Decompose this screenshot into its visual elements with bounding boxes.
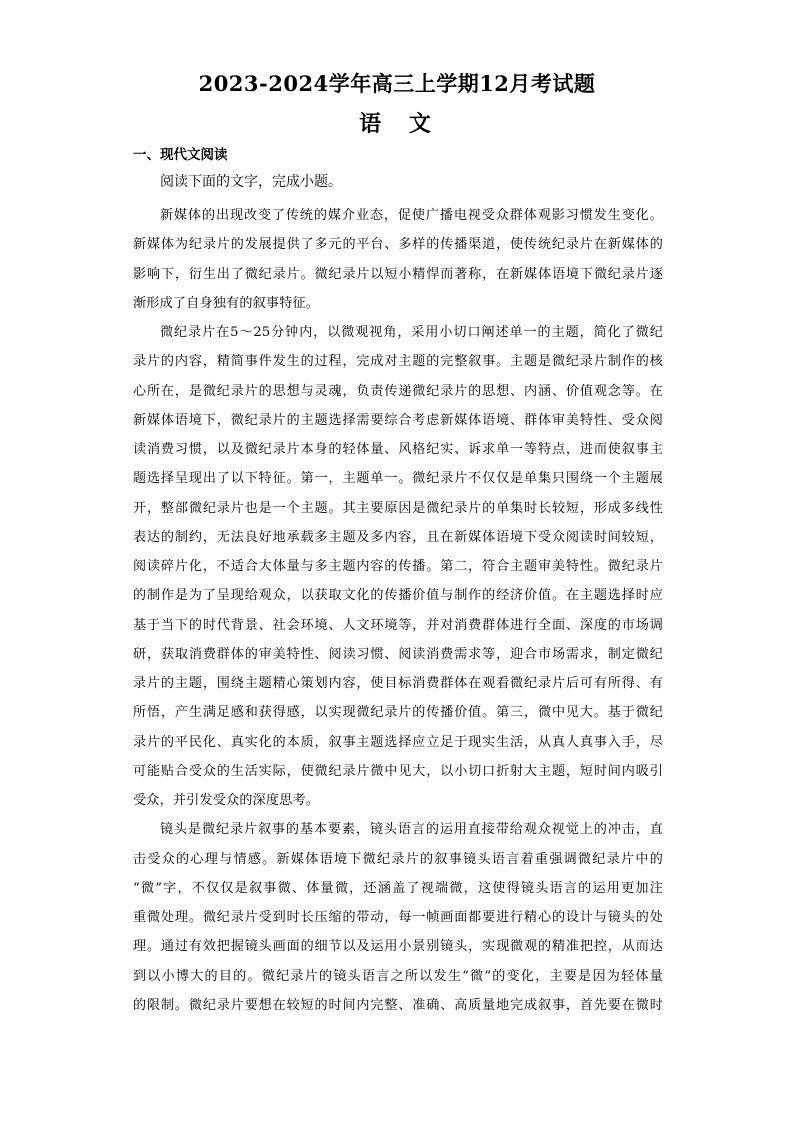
- exam-title: 2023-2024学年高三上学期12月考试题: [198, 71, 596, 96]
- passage-line: 读消费习惯，以及微纪录片本身的轻体量、风格纪实、诉求单一等特点，进而使叙事主: [133, 442, 663, 457]
- passage-line: 理。通过有效把握镜头画面的细节以及运用小景别镜头，实现微观的精准把控，从而达: [133, 939, 663, 955]
- passage-line: 开，整部微纪录片也是一个主题。其主要原因是微纪录片的单集时长较短，形成多线性: [133, 500, 663, 516]
- passage-line: 影响下，衍生出了微纪录片。微纪录片以短小精悍而著称，在新媒体语境下微纪录片逐: [133, 266, 663, 282]
- passage-line: 的限制。微纪录片要想在较短的时间内完整、准确、高质量地完成叙事，首先要在微时: [133, 997, 663, 1013]
- passage-line: 重微处理。微纪录片受到时长压缩的带动，每一帧画面都要进行精心的设计与镜头的处: [133, 910, 663, 925]
- passage-line: 渐形成了自身独有的叙事特征。: [133, 295, 320, 311]
- section-heading: 一、现代文阅读: [133, 147, 228, 163]
- reading-instruction: 阅读下面的文字，完成小题。: [160, 174, 342, 190]
- passage-line: 基于当下的时代背景、社会环境、人文环境等，并对消费群体进行全面、深度的市场调: [133, 617, 663, 633]
- passage-line: 表达的制约，无法良好地承载多主题及多内容，且在新媒体语境下受众阅读时间较短，: [133, 529, 663, 545]
- passage-line: 阅读碎片化，不适合大体量与多主题内容的传播。第二，符合主题审美特性。微纪录片: [133, 559, 663, 574]
- subject-title: 语 文: [359, 111, 441, 137]
- passage-line: 到以小博大的目的。微纪录片的镜头语言之所以发生“微”的变化，主要是因为轻体量: [133, 968, 663, 984]
- passage-line: 所悟，产生满足感和获得感，以实现微纪录片的传播价值。第三，微中见大。基于微纪: [133, 705, 663, 721]
- passage-line: 可能贴合受众的生活实际，使微纪录片微中见大，以小切口折射大主题，短时间内吸引: [133, 763, 663, 779]
- passage-line: 的制作是为了呈现给观众，以获取文化的传播价值与制作的经济价值。在主题选择时应: [133, 588, 663, 604]
- passage-body: [133, 201, 663, 1020]
- passage-line: 击受众的心理与情感。新媒体语境下微纪录片的叙事镜头语言着重强调微纪录片中的: [133, 851, 663, 867]
- passage-line: 研，获取消费群体的审美特性、阅读习惯、阅读消费需求等，迎合市场需求，制定微纪: [133, 646, 663, 662]
- passage-line: 录片的平民化、真实化的本质，叙事主题选择应立足于现实生活，从真人真事入手，尽: [133, 734, 663, 750]
- passage-line: 录片的主题，围绕主题精心策划内容，使目标消费群体在观看微纪录片后可有所得、有: [133, 676, 663, 691]
- passage-line: 题选择呈现出了以下特征。第一，主题单一。微纪录片不仅仅是单集只围绕一个主题展: [133, 471, 663, 487]
- passage-line: 镜头是微纪录片叙事的基本要素，镜头语言的运用直接带给观众视觉上的冲击，直: [160, 822, 663, 838]
- passage-line: 新媒体语境下，微纪录片的主题选择需要综合考虑新媒体语境、群体审美特性、受众阅: [133, 412, 663, 428]
- passage-line: 受众，并引发受众的深度思考。: [133, 793, 320, 808]
- passage-line: 录片的内容，精简事件发生的过程，完成对主题的完整叙事。主题是微纪录片制作的核: [133, 354, 663, 370]
- passage-line: 新媒体的出现改变了传统的媒介业态，促使广播电视受众群体观影习惯发生变化。: [160, 208, 663, 223]
- passage-line: “微”字，不仅仅是叙事微、体量微，还涵盖了视端微，这使得镜头语言的运用更加注: [133, 880, 663, 896]
- passage-line: 心所在，是微纪录片的思想与灵魂，负责传递微纪录片的思想、内涵、价值观念等。在: [133, 383, 663, 399]
- passage-line: 新媒体为纪录片的发展提供了多元的平台、多样的传播渠道，使传统纪录片在新媒体的: [133, 237, 663, 253]
- passage-line: 微纪录片在5～25分钟内，以微观视角，采用小切口阐述单一的主题，简化了微纪: [160, 325, 663, 340]
